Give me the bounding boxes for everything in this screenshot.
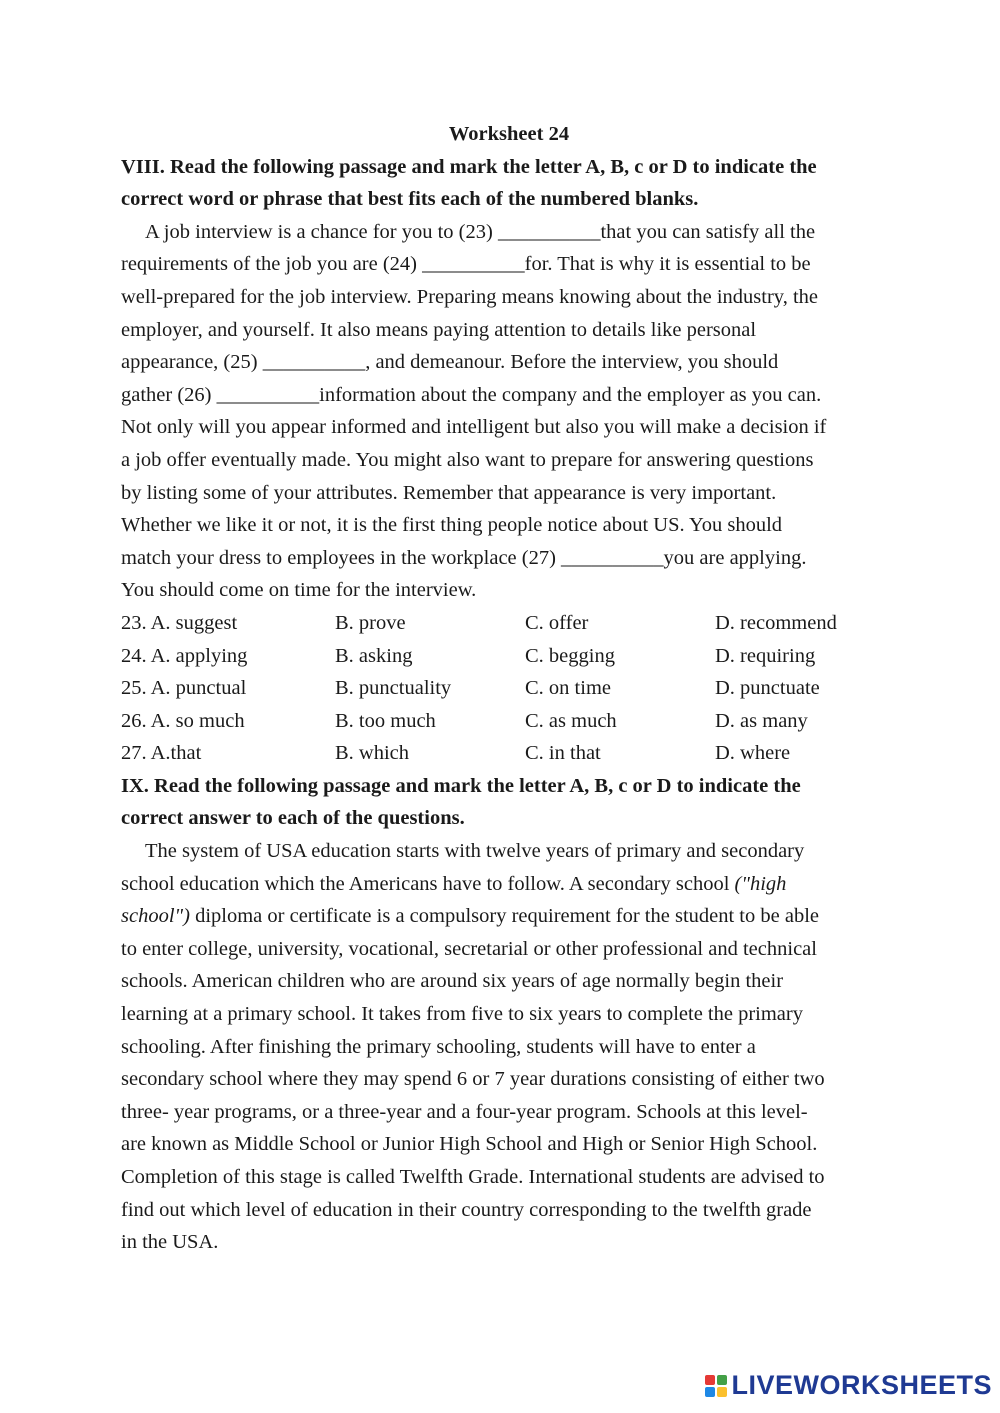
question-row-27	[121, 737, 881, 770]
section-9-passage	[121, 835, 881, 1259]
passage-line: in the USA.	[121, 1231, 219, 1254]
option-c: C. begging	[525, 644, 615, 667]
option-c: C. as much	[525, 709, 617, 732]
liveworksheets-logo[interactable]	[705, 1370, 992, 1401]
option-b: B. which	[335, 742, 410, 765]
passage-line: employer, and yourself. It also means paying attention to details like personal	[121, 318, 757, 341]
passage-text: diploma or certificate is a compulsory requirement for the student to be able	[189, 905, 819, 928]
logo-square	[705, 1387, 715, 1397]
passage-line: find out which level of education in their country corresponding to the twelfth grade	[121, 1198, 812, 1221]
passage-line: A job interview is a chance for you to (23) __________that you can satisfy all the	[145, 220, 816, 243]
logo-square	[717, 1387, 727, 1397]
passage-line: Whether we like it or not, it is the first thing people notice about US. You should	[121, 514, 783, 537]
passage-line: are known as Middle School or Junior High School and High or Senior High School.	[121, 1133, 818, 1156]
section-8	[121, 151, 881, 770]
logo-square	[717, 1375, 727, 1385]
passage-line: appearance, (25) __________, and demeanour. Before the interview, you should	[121, 351, 779, 374]
passage-line: schools. American children who are around six years of age normally begin their	[121, 970, 784, 993]
passage-italic-text: school")	[121, 905, 190, 928]
question-row-26	[121, 705, 881, 738]
passage-line: secondary school where they may spend 6 or 7 year durations consisting of either two	[121, 1068, 825, 1091]
passage-line: a job offer eventually made. You might also want to prepare for answering questions	[121, 448, 814, 471]
question-row-25	[121, 672, 881, 705]
option-d: D. where	[715, 742, 791, 765]
passage-line: well-prepared for the job interview. Preparing means knowing about the industry, the	[121, 285, 818, 308]
passage-line: requirements of the job you are (24) __________for. That is why it is essential to be	[121, 253, 811, 276]
liveworksheets-logo-icon	[705, 1375, 727, 1397]
passage-line: three- year programs, or a three-year and a four-year program. Schools at this level-	[121, 1100, 808, 1123]
option-d: D. requiring	[715, 644, 816, 667]
passage-text: school education which the Americans have to follow. A secondary school	[121, 872, 735, 895]
worksheet-page	[121, 118, 881, 1259]
passage-line: by listing some of your attributes. Remember that appearance is very important.	[121, 481, 777, 504]
option-b: B. too much	[335, 709, 436, 732]
passage-line: You should come on time for the interview.	[121, 579, 477, 602]
question-row-23	[121, 607, 881, 640]
option-b: B. asking	[335, 644, 413, 667]
section-8-passage	[121, 216, 881, 607]
passage-line: match your dress to employees in the workplace (27) __________you are applying.	[121, 546, 807, 569]
option-b: B. prove	[335, 611, 406, 634]
passage-line: schooling. After finishing the primary schooling, students will have to enter a	[121, 1035, 756, 1058]
liveworksheets-logo-text: LIVEWORKSHEETS	[731, 1370, 992, 1400]
passage-line: The system of USA education starts with twelve years of primary and secondary	[145, 840, 805, 863]
option-a: 23. A. suggest	[121, 611, 238, 634]
worksheet-title: Worksheet 24	[448, 123, 570, 145]
passage-line	[121, 900, 881, 933]
logo-square	[705, 1375, 715, 1385]
option-c: C. in that	[525, 742, 601, 765]
option-c: C. offer	[525, 611, 589, 634]
section-8-heading-line: VIII. Read the following passage and mark the letter A, B, c or D to indicate the	[121, 155, 817, 178]
passage-line: Completion of this stage is called Twelfth Grade. International students are advised to	[121, 1166, 825, 1188]
question-options-list	[121, 607, 881, 770]
section-9	[121, 770, 881, 1259]
option-c: C. on time	[525, 677, 611, 700]
passage-line: gather (26) __________information about the company and the employer as you can.	[121, 383, 822, 406]
section-9-heading-line: IX. Read the following passage and mark the letter A, B, c or D to indicate the	[121, 774, 801, 797]
passage-line: to enter college, university, vocational, secretarial or other professional and technical	[121, 937, 817, 960]
option-a: 27. A.that	[121, 742, 202, 765]
option-a: 25. A. punctual	[121, 677, 247, 700]
option-a: 26. A. so much	[121, 709, 245, 732]
passage-line: Not only will you appear informed and intelligent but also you will make a decision if	[121, 416, 827, 439]
option-d: D. recommend	[715, 611, 837, 634]
question-row-24	[121, 640, 881, 673]
option-d: D. as many	[715, 709, 808, 732]
passage-line	[121, 868, 881, 901]
passage-italic-text: ("high	[734, 872, 787, 895]
passage-line: learning at a primary school. It takes from five to six years to complete the primary	[121, 1003, 803, 1026]
section-8-heading-line: correct word or phrase that best fits each of the numbered blanks.	[121, 188, 699, 211]
option-a: 24. A. applying	[121, 644, 248, 667]
option-d: D. punctuate	[715, 677, 820, 700]
option-b: B. punctuality	[335, 677, 452, 700]
section-9-heading-line: correct answer to each of the questions.	[121, 807, 465, 830]
